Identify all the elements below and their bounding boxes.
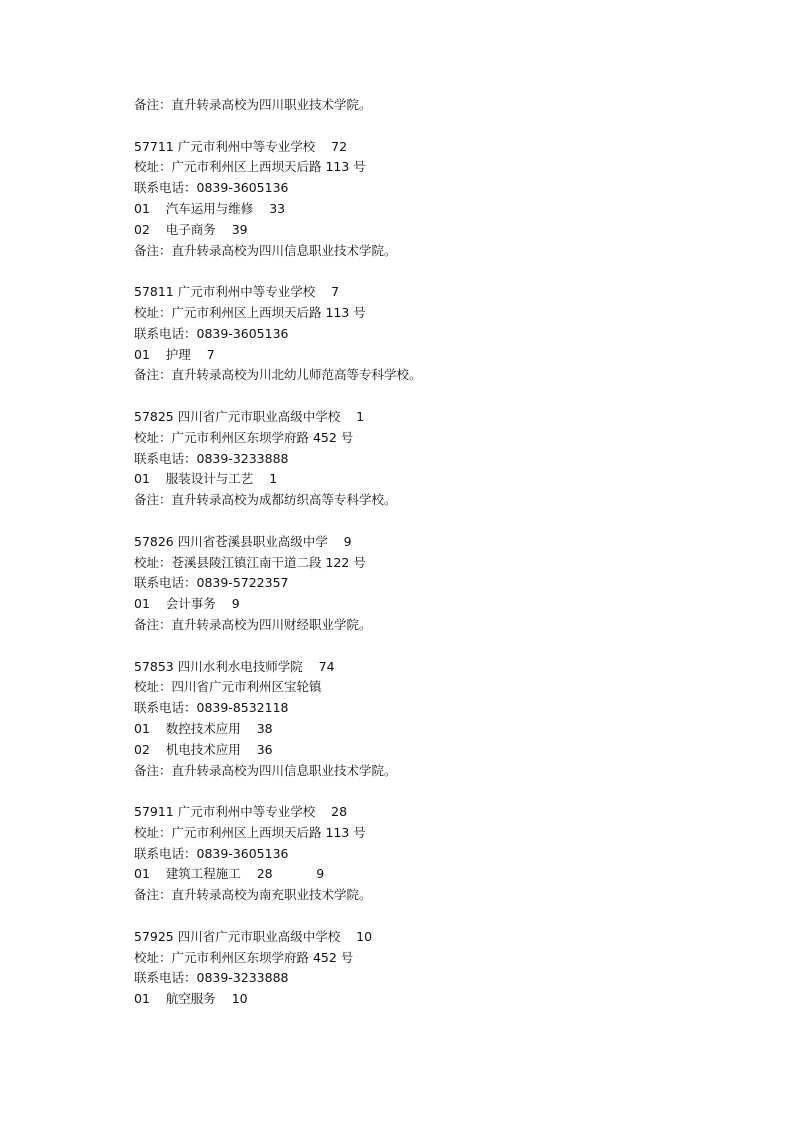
school-note: 备注：直升转录高校为四川信息职业技术学院。 bbox=[134, 762, 397, 778]
school-header: 57853 四川水利水电技师学院 74 bbox=[134, 658, 335, 674]
school-entry bbox=[134, 927, 694, 1010]
document-content bbox=[134, 95, 694, 1010]
school-note: 备注：直升转录高校为四川财经职业学院。 bbox=[134, 616, 372, 632]
school-phone: 联系电话：0839-3233888 bbox=[134, 970, 289, 986]
school-address: 校址：广元市利州区东坝学府路 452 号 bbox=[134, 429, 354, 445]
major-line: 01 航空服务 10 bbox=[134, 991, 248, 1007]
school-phone: 联系电话：0839-3605136 bbox=[134, 845, 289, 861]
major-line: 02 电子商务 39 bbox=[134, 221, 248, 237]
school-address: 校址：广元市利州区上西坝天后路 113 号 bbox=[134, 304, 366, 320]
school-header: 57711 广元市利州中等专业学校 72 bbox=[134, 138, 348, 154]
school-header: 57826 四川省苍溪县职业高级中学 9 bbox=[134, 533, 352, 549]
major-line: 01 会计事务 9 bbox=[134, 596, 240, 612]
school-address: 校址：广元市利州区东坝学府路 452 号 bbox=[134, 949, 354, 965]
school-header: 57911 广元市利州中等专业学校 28 bbox=[134, 804, 348, 820]
school-address: 校址：广元市利州区上西坝天后路 113 号 bbox=[134, 159, 366, 175]
major-line: 02 机电技术应用 36 bbox=[134, 741, 273, 757]
school-header: 57925 四川省广元市职业高级中学校 10 bbox=[134, 928, 373, 944]
major-line: 01 汽车运用与维修 33 bbox=[134, 200, 286, 216]
intro-note: 备注：直升转录高校为四川职业技术学院。 bbox=[134, 97, 372, 112]
school-address: 校址：苍溪县陵江镇江南干道二段 122 号 bbox=[134, 554, 366, 570]
major-line: 01 建筑工程施工 28 9 bbox=[134, 866, 325, 882]
school-entry bbox=[134, 407, 694, 511]
school-entry bbox=[134, 657, 694, 782]
major-line: 01 护理 7 bbox=[134, 346, 215, 362]
school-note: 备注：直升转录高校为川北幼儿师范高等专科学校。 bbox=[134, 367, 422, 383]
school-phone: 联系电话：0839-8532118 bbox=[134, 700, 289, 716]
school-address: 校址：广元市利州区上西坝天后路 113 号 bbox=[134, 824, 366, 840]
major-line: 01 数控技术应用 38 bbox=[134, 720, 273, 736]
school-phone: 联系电话：0839-3605136 bbox=[134, 325, 289, 341]
school-entry bbox=[134, 282, 694, 386]
school-header: 57811 广元市利州中等专业学校 7 bbox=[134, 284, 340, 300]
school-note: 备注：直升转录高校为成都纺织高等专科学校。 bbox=[134, 492, 397, 508]
school-entry bbox=[134, 532, 694, 636]
school-header: 57825 四川省广元市职业高级中学校 1 bbox=[134, 408, 365, 424]
intro-block bbox=[134, 95, 694, 116]
school-note: 备注：直升转录高校为四川信息职业技术学院。 bbox=[134, 242, 397, 258]
school-entry bbox=[134, 802, 694, 906]
school-note: 备注：直升转录高校为南充职业技术学院。 bbox=[134, 887, 372, 903]
school-entry bbox=[134, 137, 694, 262]
major-line: 01 服装设计与工艺 1 bbox=[134, 471, 278, 487]
school-phone: 联系电话：0839-5722357 bbox=[134, 575, 289, 591]
school-address: 校址：四川省广元市利州区宝轮镇 bbox=[134, 679, 322, 695]
school-phone: 联系电话：0839-3605136 bbox=[134, 180, 289, 196]
school-phone: 联系电话：0839-3233888 bbox=[134, 450, 289, 466]
